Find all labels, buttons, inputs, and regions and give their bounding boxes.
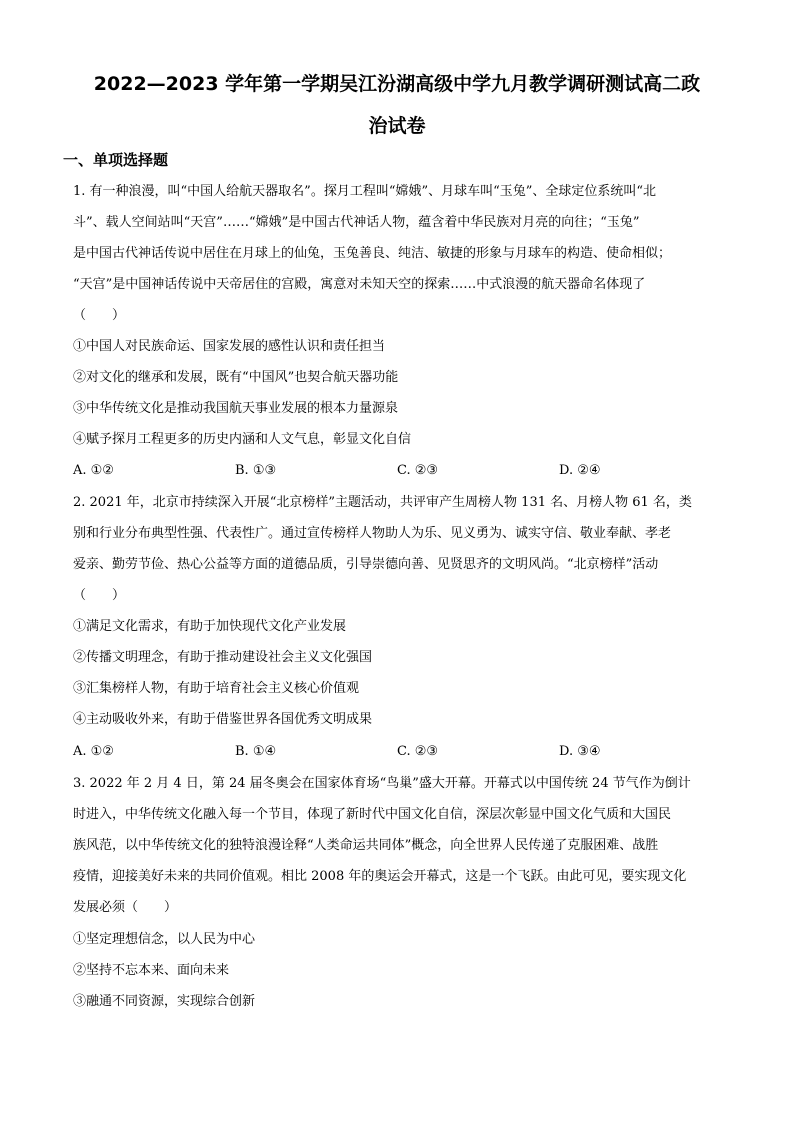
statement-option: ①满足文化需求，有助于加快现代文化产业发展 [73, 619, 347, 634]
question-stem-line: 族风范，以中华传统文化的独特浪漫诠释“人类命运共同体”概念，向全世界人民传递了克服困难、战胜 [73, 838, 659, 853]
choice-a[interactable]: A. ①② [73, 744, 114, 759]
statement-option: ③融通不同资源，实现综合创新 [73, 994, 256, 1009]
answer-choices [73, 743, 733, 761]
section-heading: 一、单项选择题 [63, 151, 169, 169]
question-stem-line: 2. 2021 年，北京市持续深入开展“北京榜样”主题活动，共评审产生周榜人物 131 名、月榜人物 61 名，类 [73, 495, 692, 510]
statement-option: ②对文化的继承和发展，既有“中国风”也契合航天器功能 [73, 370, 399, 385]
question-stem-line: 时进入，中华传统文化融入每一个节目，体现了新时代中国文化自信，深层次彰显中国文化气质和大国民 [73, 807, 672, 822]
statement-option: ③中华传统文化是推动我国航天事业发展的根本力量源泉 [73, 401, 399, 416]
statement-option: ③汇集榜样人物，有助于培育社会主义核心价值观 [73, 681, 360, 696]
exam-title-line1: 2022—2023 学年第一学期吴江汾湖高级中学九月教学调研测试高二政 [93, 73, 701, 95]
question-stem-line: 发展必须（ ） [73, 900, 178, 915]
statement-option: ②传播文明理念，有助于推动建设社会主义文化强国 [73, 650, 373, 665]
choice-a[interactable]: A. ①② [73, 463, 114, 478]
choice-c[interactable]: C. ②③ [397, 744, 439, 759]
choice-c[interactable]: C. ②③ [397, 463, 439, 478]
choice-d[interactable]: D. ②④ [559, 463, 601, 478]
answer-blank: （ ） [73, 308, 126, 323]
statement-option: ④赋予探月工程更多的历史内涵和人文气息，彰显文化自信 [73, 432, 412, 447]
question-stem-line: “天宫”是中国神话传说中天帝居住的宫殿，寓意对未知天空的探索……中式浪漫的航天器命名体现了 [73, 277, 646, 292]
question-stem-line: 别和行业分布典型性强、代表性广。通过宣传榜样人物助人为乐、见义勇为、诚实守信、敬业奉献、孝老 [73, 526, 672, 541]
choice-b[interactable]: B. ①④ [235, 744, 277, 759]
statement-option: ②坚持不忘本来、面向未来 [73, 963, 230, 978]
question-stem-line: 疫情，迎接美好未来的共同价值观。相比 2008 年的奥运会开幕式，这是一个飞跃。由此可见，要实现文化 [73, 869, 687, 884]
exam-title-line2: 治试卷 [368, 115, 426, 137]
question-stem-line: 斗”、载人空间站叫“天宫”……“嫦娥”是中国古代神话人物，蕴含着中华民族对月亮的向往；“玉兔” [73, 215, 640, 230]
question-stem-line: 爱亲、勤劳节俭、热心公益等方面的道德品质，引导崇德向善、见贤思齐的文明风尚。“北京榜样”活动 [73, 557, 659, 572]
statement-option: ①中国人对民族命运、国家发展的感性认识和责任担当 [73, 339, 386, 354]
answer-blank: （ ） [73, 588, 126, 603]
statement-option: ①坚定理想信念，以人民为中心 [73, 932, 256, 947]
statement-option: ④主动吸收外来，有助于借鉴世界各国优秀文明成果 [73, 712, 373, 727]
question-stem-line: 1. 有一种浪漫，叫“中国人给航天器取名”。探月工程叫“嫦娥”、月球车叫“玉兔”、全球定位系统叫“北 [73, 184, 657, 199]
question-stem-line: 3. 2022 年 2 月 4 日，第 24 届冬奥会在国家体育场“鸟巢”盛大开幕。开幕式以中国传统 24 节气作为倒计 [73, 776, 691, 791]
choice-d[interactable]: D. ③④ [559, 744, 601, 759]
question-stem-line: 是中国古代神话传说中居住在月球上的仙兔，玉兔善良、纯洁、敏捷的形象与月球车的构造、使命相似； [73, 246, 672, 261]
choice-b[interactable]: B. ①③ [235, 463, 277, 478]
answer-choices [73, 462, 733, 480]
